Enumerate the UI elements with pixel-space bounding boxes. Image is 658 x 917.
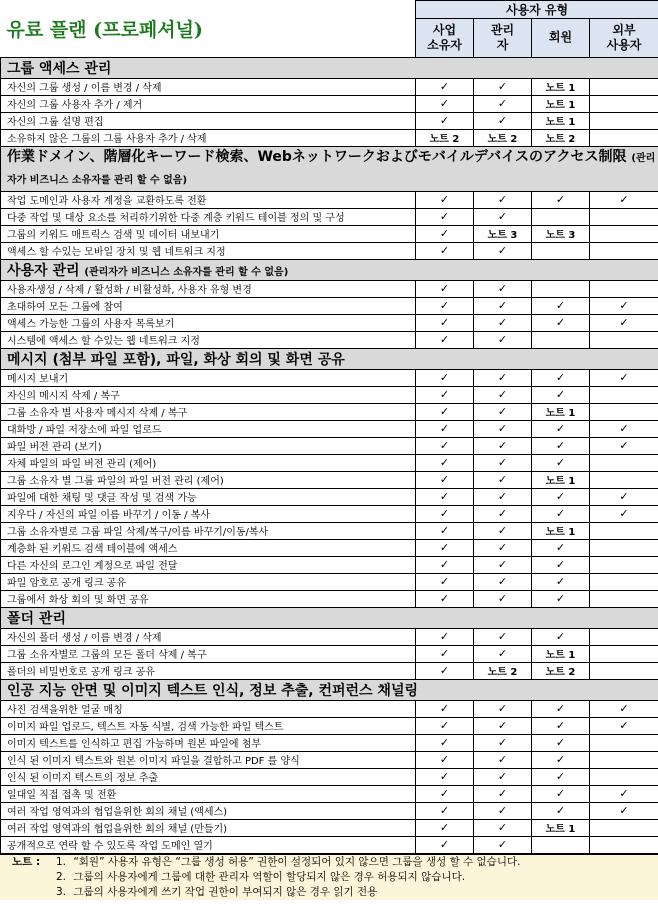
feature-cell: 액세스 가능한 그룹의 사용자 목록보기 (1, 314, 416, 331)
feature-cell: 사용자생성 / 삭제 / 활성화 / 비활성화, 사용자 유형 변경 (1, 280, 416, 297)
empty-cell (590, 628, 658, 645)
checkmark-icon: ✓ (590, 297, 658, 314)
empty-cell (590, 386, 658, 403)
checkmark-icon: ✓ (416, 471, 474, 488)
section-header (1, 679, 658, 700)
empty-cell (590, 242, 658, 259)
checkmark-icon: ✓ (474, 208, 532, 225)
table-row (1, 437, 658, 454)
checkmark-icon: ✓ (590, 369, 658, 386)
column-header-1: 사업 소유자 (416, 19, 474, 57)
checkmark-icon: ✓ (590, 420, 658, 437)
table-row (1, 280, 658, 297)
note-ref: 노트 1 (532, 112, 590, 129)
checkmark-icon: ✓ (474, 78, 532, 95)
checkmark-icon: ✓ (474, 802, 532, 819)
table-row (1, 369, 658, 386)
table-row (1, 488, 658, 505)
note-item (0, 885, 658, 900)
empty-cell (590, 573, 658, 590)
section-title: 폴더 관리 (7, 610, 66, 627)
table-row (1, 539, 658, 556)
note-item (0, 870, 658, 885)
checkmark-icon: ✓ (474, 280, 532, 297)
table-row (1, 78, 658, 95)
checkmark-icon: ✓ (416, 717, 474, 734)
table-row (1, 331, 658, 348)
checkmark-icon: ✓ (416, 112, 474, 129)
checkmark-icon: ✓ (474, 242, 532, 259)
checkmark-icon: ✓ (416, 78, 474, 95)
checkmark-icon: ✓ (416, 505, 474, 522)
note-ref: 노트 1 (532, 522, 590, 539)
empty-cell (590, 112, 658, 129)
table-row (1, 403, 658, 420)
checkmark-icon: ✓ (474, 297, 532, 314)
note-ref: 노트 2 (532, 662, 590, 679)
checkmark-icon: ✓ (416, 836, 474, 853)
checkmark-icon: ✓ (416, 734, 474, 751)
checkmark-icon: ✓ (416, 573, 474, 590)
checkmark-icon: ✓ (416, 225, 474, 242)
checkmark-icon: ✓ (474, 471, 532, 488)
table-row (1, 420, 658, 437)
table-row (1, 662, 658, 679)
section-title: 사용자 관리 (7, 262, 80, 279)
table-row (1, 225, 658, 242)
column-header-4: 외부 사용자 (590, 19, 658, 57)
note-ref: 노트 2 (474, 129, 532, 146)
user-type-header: 사용자 유형 (416, 1, 658, 19)
empty-cell (590, 836, 658, 853)
checkmark-icon: ✓ (474, 768, 532, 785)
checkmark-icon: ✓ (532, 628, 590, 645)
checkmark-icon: ✓ (474, 573, 532, 590)
note-text: 그룹의 사용자에게 쓰기 작업 권한이 부여되지 않은 경우 읽기 전용 (70, 885, 378, 898)
note-ref: 노트 1 (532, 403, 590, 420)
checkmark-icon: ✓ (416, 454, 474, 471)
feature-cell: 사진 검색을위한 얼굴 매칭 (1, 700, 416, 717)
feature-cell: 파일 버전 관리 (보기) (1, 437, 416, 454)
table-row (1, 751, 658, 768)
checkmark-icon: ✓ (590, 785, 658, 802)
section-header (1, 146, 658, 191)
checkmark-icon: ✓ (532, 573, 590, 590)
checkmark-icon: ✓ (590, 700, 658, 717)
checkmark-icon: ✓ (474, 590, 532, 607)
feature-cell: 자신의 폴더 생성 / 이름 변경 / 삭제 (1, 628, 416, 645)
table-row (1, 95, 658, 112)
table-row (1, 768, 658, 785)
checkmark-icon: ✓ (416, 208, 474, 225)
empty-cell (590, 819, 658, 836)
feature-cell: 그룹의 키워드 매트릭스 검색 및 데이터 내보내기 (1, 225, 416, 242)
note-text: “회원” 사용자 유형은 “그룹 생성 허용” 권한이 설정되어 있지 않으면 그룹을 생성 할 수 없습니다. (70, 855, 521, 868)
checkmark-icon: ✓ (532, 386, 590, 403)
empty-cell (590, 590, 658, 607)
checkmark-icon: ✓ (474, 645, 532, 662)
checkmark-icon: ✓ (416, 331, 474, 348)
section-header (1, 607, 658, 628)
feature-cell: 파일에 대한 채팅 및 댓글 작성 및 검색 가능 (1, 488, 416, 505)
empty-cell (590, 331, 658, 348)
checkmark-icon: ✓ (532, 437, 590, 454)
feature-cell: 그룹 소유자별로 그룹 파일 삭제/복구/이름 바꾸기/이동/복사 (1, 522, 416, 539)
empty-cell (590, 471, 658, 488)
note-number: 3. (56, 885, 67, 898)
feature-cell: 자신의 메시지 삭제 / 복구 (1, 386, 416, 403)
checkmark-icon: ✓ (474, 734, 532, 751)
note-ref: 노트 3 (532, 225, 590, 242)
checkmark-icon: ✓ (416, 280, 474, 297)
checkmark-icon: ✓ (416, 488, 474, 505)
checkmark-icon: ✓ (590, 191, 658, 208)
feature-cell: 액세스 할 수있는 모바일 장치 및 웹 네트워크 지정 (1, 242, 416, 259)
note-ref: 노트 1 (532, 95, 590, 112)
note-item (0, 855, 658, 870)
feature-cell: 다중 작업 및 대상 요소를 처리하기위한 다중 계층 키워드 테이블 정의 및 구성 (1, 208, 416, 225)
table-row (1, 505, 658, 522)
checkmark-icon: ✓ (590, 488, 658, 505)
checkmark-icon: ✓ (532, 802, 590, 819)
checkmark-icon: ✓ (474, 369, 532, 386)
feature-cell: 일대일 직접 접촉 및 전환 (1, 785, 416, 802)
table-row (1, 471, 658, 488)
checkmark-icon: ✓ (532, 297, 590, 314)
table-row (1, 191, 658, 208)
table-row (1, 522, 658, 539)
feature-cell: 작업 도메인과 사용자 계정을 교환하도록 전환 (1, 191, 416, 208)
checkmark-icon: ✓ (474, 717, 532, 734)
note-ref: 노트 2 (474, 662, 532, 679)
checkmark-icon: ✓ (590, 802, 658, 819)
table-row (1, 734, 658, 751)
section-header (1, 348, 658, 369)
empty-cell (590, 78, 658, 95)
column-header-3: 회원 (532, 19, 590, 57)
empty-cell (590, 645, 658, 662)
checkmark-icon: ✓ (532, 556, 590, 573)
checkmark-icon: ✓ (416, 386, 474, 403)
note-text: 그룹의 사용자에게 그룹에 대한 관리자 역할이 할당되지 않은 경우 허용되지 않습니다. (70, 870, 466, 883)
checkmark-icon: ✓ (416, 369, 474, 386)
feature-cell: 지우다 / 자신의 파일 이름 바꾸기 / 이동 / 복사 (1, 505, 416, 522)
checkmark-icon: ✓ (532, 314, 590, 331)
checkmark-icon: ✓ (416, 751, 474, 768)
checkmark-icon: ✓ (532, 505, 590, 522)
empty-cell (590, 556, 658, 573)
table-row (1, 836, 658, 853)
feature-cell: 메시지 보내기 (1, 369, 416, 386)
checkmark-icon: ✓ (590, 314, 658, 331)
checkmark-icon: ✓ (532, 420, 590, 437)
empty-cell (590, 129, 658, 146)
checkmark-icon: ✓ (590, 717, 658, 734)
empty-cell (532, 242, 590, 259)
checkmark-icon: ✓ (532, 717, 590, 734)
table-row (1, 802, 658, 819)
feature-cell: 이미지 텍스트를 인식하고 편집 가능하며 원본 파일에 첨부 (1, 734, 416, 751)
table-row (1, 628, 658, 645)
checkmark-icon: ✓ (416, 556, 474, 573)
empty-cell (590, 225, 658, 242)
checkmark-icon: ✓ (532, 768, 590, 785)
checkmark-icon: ✓ (416, 768, 474, 785)
table-row (1, 208, 658, 225)
checkmark-icon: ✓ (532, 191, 590, 208)
notes-label: 노트 : (12, 855, 41, 868)
empty-cell (532, 331, 590, 348)
feature-cell: 파일 암호로 공개 링크 공유 (1, 573, 416, 590)
checkmark-icon: ✓ (416, 403, 474, 420)
feature-cell: 대화방 / 파일 저장소에 파일 업로드 (1, 420, 416, 437)
checkmark-icon: ✓ (474, 700, 532, 717)
checkmark-icon: ✓ (416, 802, 474, 819)
feature-cell: 다른 자신의 로그인 계정으로 파일 전달 (1, 556, 416, 573)
feature-cell: 이미지 파일 업로드, 텍스트 자동 식별, 검색 가능한 파일 텍스트 (1, 717, 416, 734)
empty-cell (590, 280, 658, 297)
feature-cell: 소유하지 않은 그룹의 그룹 사용자 추가 / 삭제 (1, 129, 416, 146)
section-title: 메시지 (첨부 파일 포함), 파일, 화상 회의 및 화면 공유 (7, 351, 345, 368)
table-row (1, 242, 658, 259)
note-ref: 노트 1 (532, 78, 590, 95)
checkmark-icon: ✓ (416, 662, 474, 679)
empty-cell (590, 539, 658, 556)
section-title: 그룹 액세스 관리 (7, 60, 112, 77)
checkmark-icon: ✓ (416, 819, 474, 836)
note-ref: 노트 2 (532, 129, 590, 146)
checkmark-icon: ✓ (416, 785, 474, 802)
feature-cell: 여러 작업 영역과의 협업을위한 회의 채널 (액세스) (1, 802, 416, 819)
empty-cell (590, 208, 658, 225)
checkmark-icon: ✓ (474, 454, 532, 471)
column-header-2: 관리 자 (474, 19, 532, 57)
checkmark-icon: ✓ (532, 751, 590, 768)
feature-cell: 그룹 소유자 별 사용자 메시지 삭제 / 복구 (1, 403, 416, 420)
table-row (1, 700, 658, 717)
checkmark-icon: ✓ (416, 191, 474, 208)
section-title: 인공 지능 안면 및 이미지 텍스트 인식, 정보 추출, 컨퍼런스 채널링 (7, 682, 418, 699)
checkmark-icon: ✓ (474, 751, 532, 768)
checkmark-icon: ✓ (474, 112, 532, 129)
checkmark-icon: ✓ (474, 191, 532, 208)
section-subtitle: (관리자가 비즈니스 소유자를 관리 할 수 없음) (7, 152, 656, 186)
checkmark-icon: ✓ (416, 539, 474, 556)
note-ref: 노트 1 (532, 645, 590, 662)
empty-cell (590, 403, 658, 420)
checkmark-icon: ✓ (474, 628, 532, 645)
checkmark-icon: ✓ (474, 539, 532, 556)
empty-cell (590, 768, 658, 785)
checkmark-icon: ✓ (474, 95, 532, 112)
empty-cell (532, 280, 590, 297)
table-row (1, 819, 658, 836)
checkmark-icon: ✓ (474, 785, 532, 802)
table-row (1, 717, 658, 734)
checkmark-icon: ✓ (416, 297, 474, 314)
checkmark-icon: ✓ (532, 734, 590, 751)
section-header (1, 57, 658, 78)
checkmark-icon: ✓ (532, 700, 590, 717)
feature-cell: 인식 된 이미지 텍스트와 원본 이미지 파일을 결합하고 PDF 를 양식 (1, 751, 416, 768)
checkmark-icon: ✓ (416, 437, 474, 454)
notes-box (0, 854, 658, 900)
checkmark-icon: ✓ (532, 488, 590, 505)
table-row (1, 454, 658, 471)
checkmark-icon: ✓ (474, 331, 532, 348)
table-row (1, 386, 658, 403)
empty-cell (590, 751, 658, 768)
checkmark-icon: ✓ (474, 403, 532, 420)
checkmark-icon: ✓ (474, 488, 532, 505)
checkmark-icon: ✓ (474, 420, 532, 437)
feature-cell: 그룹 소유자별로 그룹의 모든 폴더 삭제 / 복구 (1, 645, 416, 662)
checkmark-icon: ✓ (416, 420, 474, 437)
table-row (1, 314, 658, 331)
checkmark-icon: ✓ (416, 95, 474, 112)
table-row (1, 645, 658, 662)
table-row (1, 573, 658, 590)
feature-cell: 폴더의 비밀번호로 공개 링크 공유 (1, 662, 416, 679)
note-number: 1. (56, 855, 67, 868)
note-ref: 노트 1 (532, 819, 590, 836)
table-row (1, 112, 658, 129)
checkmark-icon: ✓ (474, 314, 532, 331)
feature-cell: 여러 작업 영역과의 협업을위한 회의 채널 (만들기) (1, 819, 416, 836)
checkmark-icon: ✓ (474, 522, 532, 539)
section-subtitle: (관리자가 비즈니스 소유자를 관리 할 수 없음) (84, 266, 289, 278)
feature-cell: 시스템에 액세스 할 수있는 웹 네트워크 지정 (1, 331, 416, 348)
feature-cell: 자신의 그룹 생성 / 이름 변경 / 삭제 (1, 78, 416, 95)
note-ref: 노트 2 (416, 129, 474, 146)
feature-cell: 그룹 소유자 별 그룹 파일의 파일 버전 관리 (제어) (1, 471, 416, 488)
plan-title: 유료 플랜 (프로페셔널) (1, 1, 416, 58)
feature-cell: 초대하여 모든 그룹에 참여 (1, 297, 416, 314)
checkmark-icon: ✓ (474, 836, 532, 853)
note-number: 2. (56, 870, 67, 883)
checkmark-icon: ✓ (416, 628, 474, 645)
note-ref: 노트 3 (474, 225, 532, 242)
empty-cell (590, 95, 658, 112)
empty-cell (532, 836, 590, 853)
checkmark-icon: ✓ (474, 505, 532, 522)
checkmark-icon: ✓ (416, 522, 474, 539)
table-row (1, 129, 658, 146)
checkmark-icon: ✓ (474, 819, 532, 836)
checkmark-icon: ✓ (416, 645, 474, 662)
checkmark-icon: ✓ (474, 556, 532, 573)
feature-cell: 자신의 그룹 설명 편집 (1, 112, 416, 129)
table-row (1, 297, 658, 314)
checkmark-icon: ✓ (416, 314, 474, 331)
checkmark-icon: ✓ (474, 437, 532, 454)
empty-cell (590, 522, 658, 539)
feature-cell: 그룹에서 화상 회의 및 화면 공유 (1, 590, 416, 607)
checkmark-icon: ✓ (532, 369, 590, 386)
empty-cell (590, 454, 658, 471)
feature-cell: 자신의 그룹 사용자 추가 / 제거 (1, 95, 416, 112)
checkmark-icon: ✓ (416, 590, 474, 607)
section-title: 作業ドメイン、階層化キーワード検索、Webネットワークおよびモバイルデバイスのアクセス制限 (7, 148, 627, 165)
empty-cell (590, 662, 658, 679)
checkmark-icon: ✓ (590, 437, 658, 454)
feature-cell: 인식 된 이미지 텍스트의 정보 추출 (1, 768, 416, 785)
checkmark-icon: ✓ (532, 454, 590, 471)
table-row (1, 590, 658, 607)
empty-cell (590, 734, 658, 751)
checkmark-icon: ✓ (532, 785, 590, 802)
feature-cell: 자체 파일의 파일 버전 관리 (제어) (1, 454, 416, 471)
checkmark-icon: ✓ (416, 242, 474, 259)
section-header (1, 259, 658, 280)
empty-cell (532, 208, 590, 225)
feature-cell: 계층화 된 키워드 검색 테이블에 액세스 (1, 539, 416, 556)
table-row (1, 785, 658, 802)
checkmark-icon: ✓ (532, 539, 590, 556)
checkmark-icon: ✓ (416, 700, 474, 717)
feature-cell: 공개적으로 연락 할 수 있도록 작업 도메인 열기 (1, 836, 416, 853)
table-row (1, 556, 658, 573)
note-ref: 노트 1 (532, 471, 590, 488)
checkmark-icon: ✓ (590, 505, 658, 522)
checkmark-icon: ✓ (474, 386, 532, 403)
checkmark-icon: ✓ (532, 590, 590, 607)
